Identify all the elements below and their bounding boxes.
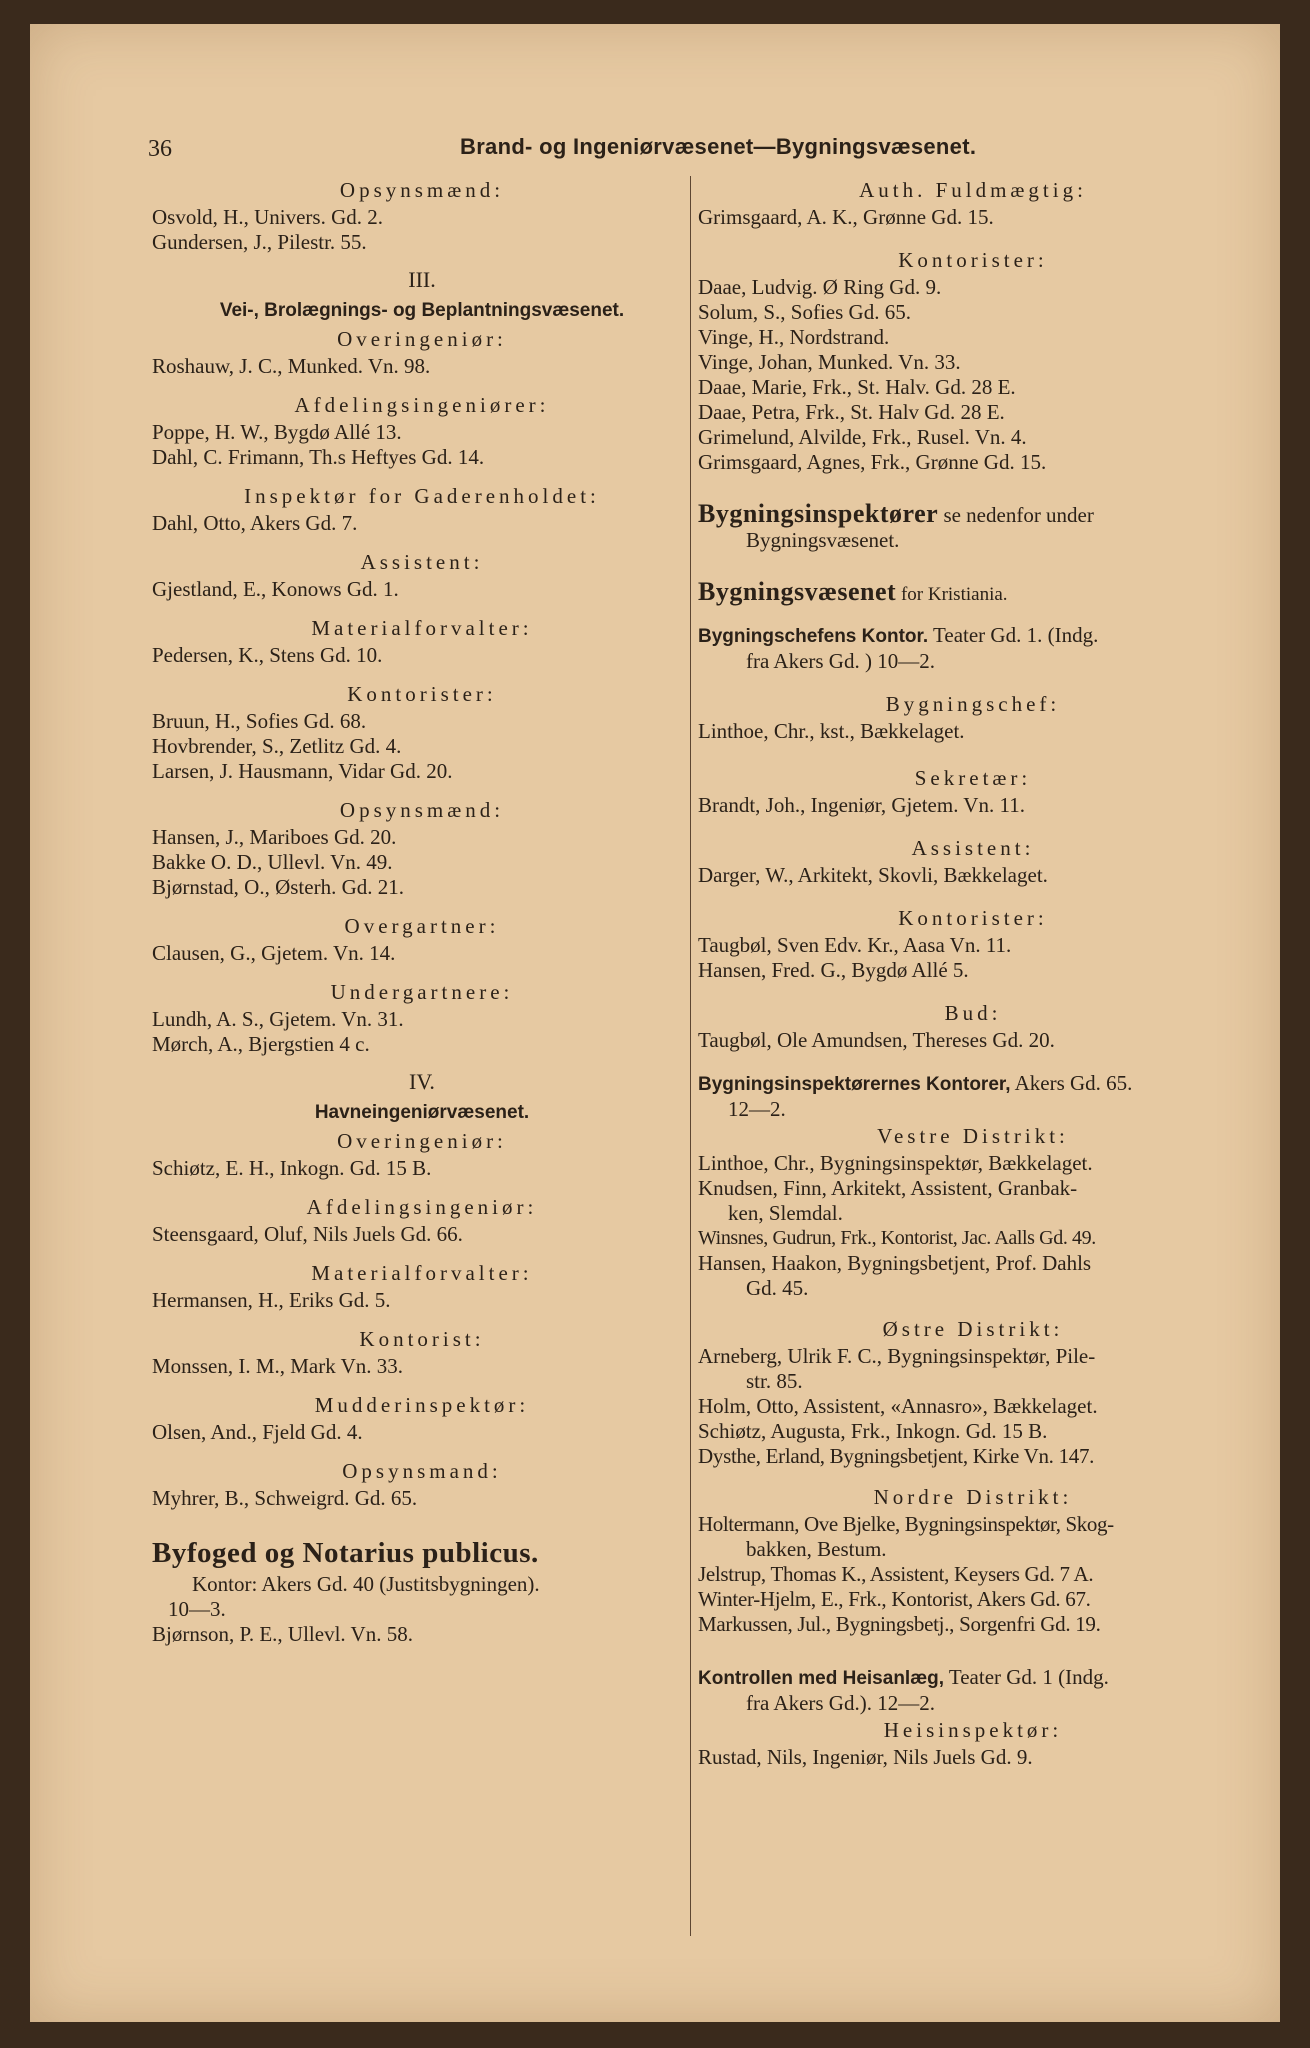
roman-numeral: III. bbox=[408, 267, 436, 292]
list-item: Arneberg, Ulrik F. C., Bygningsinspektør, Pile- bbox=[698, 1344, 1096, 1368]
list-item: Gjestland, E., Konows Gd. 1. bbox=[152, 577, 399, 601]
office-address: Akers Gd. 65. bbox=[1010, 1071, 1133, 1095]
section-heading: Afdelingsingeniører: bbox=[294, 393, 550, 417]
section-heading: Opsynsmænd: bbox=[339, 798, 505, 822]
list-item: Winter-Hjelm, E., Frk., Kontorist, Akers Gd. 67. bbox=[698, 1587, 1091, 1611]
section-heading: Bygningschef: bbox=[885, 692, 1061, 716]
list-item: bakken, Bestum. bbox=[746, 1537, 887, 1561]
section-heading: Vestre Distrikt: bbox=[877, 1124, 1069, 1148]
list-item: Hansen, J., Mariboes Gd. 20. bbox=[152, 825, 397, 849]
list-item: Osvold, H., Univers. Gd. 2. bbox=[152, 205, 383, 229]
list-item: Bjørnstad, O., Østerh. Gd. 21. bbox=[152, 875, 404, 899]
section-heading: Bud: bbox=[944, 1001, 1002, 1025]
page-number: 36 bbox=[148, 136, 172, 162]
section-heading: Overingeniør: bbox=[337, 1129, 507, 1153]
section-heading: Materialforvalter: bbox=[311, 1261, 533, 1285]
list-item: Solum, S., Sofies Gd. 65. bbox=[698, 300, 911, 324]
list-item: Daae, Petra, Frk., St. Halv Gd. 28 E. bbox=[698, 400, 1005, 424]
list-item: Holtermann, Ove Bjelke, Bygningsinspektør, Skog- bbox=[698, 1512, 1114, 1536]
list-item: Jelstrup, Thomas K., Assistent, Keysers Gd. 7 A. bbox=[698, 1562, 1094, 1586]
list-item: Daae, Ludvig. Ø Ring Gd. 9. bbox=[698, 275, 942, 299]
section-heading: Overingeniør: bbox=[337, 327, 507, 351]
list-item: Lundh, A. S., Gjetem. Vn. 31. bbox=[152, 1007, 404, 1031]
office-line bbox=[698, 623, 1248, 649]
list-item: Rustad, Nils, Ingeniør, Nils Juels Gd. 9. bbox=[698, 1745, 1033, 1769]
list-item: Winsnes, Gudrun, Frk., Kontorist, Jac. Aalls Gd. 49. bbox=[698, 1227, 1096, 1249]
office-title: Bygningsinspektørernes Kontorer, bbox=[698, 1074, 1011, 1095]
section-heading: Opsynsmænd: bbox=[339, 178, 505, 202]
office-title: Bygningschefens Kontor. bbox=[698, 626, 929, 647]
section-heading: Undergartnere: bbox=[330, 980, 514, 1004]
list-item: Steensgaard, Oluf, Nils Juels Gd. 66. bbox=[152, 1222, 463, 1246]
right-column bbox=[698, 178, 1248, 1770]
list-item: Darger, W., Arkitekt, Skovli, Bækkelaget. bbox=[698, 863, 1048, 887]
list-item: Taugbøl, Ole Amundsen, Thereses Gd. 20. bbox=[698, 1028, 1055, 1052]
section-heading: Overgartner: bbox=[344, 914, 500, 938]
list-item: Brandt, Joh., Ingeniør, Gjetem. Vn. 11. bbox=[698, 793, 1025, 817]
list-item: Bygningsvæsenet. bbox=[746, 528, 900, 552]
list-item: Taugbøl, Sven Edv. Kr., Aasa Vn. 11. bbox=[698, 933, 1012, 957]
list-item: Holm, Otto, Assistent, «Annasro», Bækkelaget. bbox=[698, 1394, 1098, 1418]
roman-numeral: IV. bbox=[409, 1069, 435, 1094]
list-item: Knudsen, Finn, Arkitekt, Assistent, Granbak- bbox=[698, 1176, 1078, 1200]
office-address: Teater Gd. 1 (Indg. bbox=[943, 1665, 1109, 1689]
list-item: Daae, Marie, Frk., St. Halv. Gd. 28 E. bbox=[698, 375, 1016, 399]
section-heading: Sekretær: bbox=[914, 766, 1032, 790]
section-subtitle: for Kristiania. bbox=[896, 584, 1008, 605]
section-title: Bygningsinspektører bbox=[698, 499, 939, 528]
section-heading: Heisinspektør: bbox=[883, 1718, 1063, 1742]
list-item: Larsen, J. Hausmann, Vidar Gd. 20. bbox=[152, 759, 453, 783]
list-item: Poppe, H. W., Bygdø Allé 13. bbox=[152, 420, 402, 444]
section-heading: Materialforvalter: bbox=[311, 616, 533, 640]
left-column bbox=[152, 178, 692, 1647]
section-heading: Inspektør for Gaderenholdet: bbox=[244, 484, 600, 508]
list-item: Hermansen, H., Eriks Gd. 5. bbox=[152, 1288, 391, 1312]
list-item: Markussen, Jul., Bygningsbetj., Sorgenfri Gd. 19. bbox=[698, 1612, 1101, 1636]
list-item: Gd. 45. bbox=[746, 1276, 809, 1300]
list-item: Vinge, Johan, Munked. Vn. 33. bbox=[698, 350, 961, 374]
section-heading: Mudderinspektør: bbox=[314, 1393, 530, 1417]
list-item: Pedersen, K., Stens Gd. 10. bbox=[152, 643, 383, 667]
section-title-line bbox=[698, 579, 1248, 607]
list-item: Monssen, I. M., Mark Vn. 33. bbox=[152, 1354, 404, 1378]
list-item: Dysthe, Erland, Bygningsbetjent, Kirke Vn. 147. bbox=[698, 1444, 1095, 1468]
section-heading: Assistent: bbox=[360, 550, 484, 574]
section-heading: Afdelingsingeniør: bbox=[306, 1195, 538, 1219]
section-title: Bygningsvæsenet bbox=[698, 577, 897, 606]
list-item: Dahl, Otto, Akers Gd. 7. bbox=[152, 511, 358, 535]
list-item: ken, Slemdal. bbox=[728, 1201, 843, 1225]
list-item: Linthoe, Chr., kst., Bækkelaget. bbox=[698, 719, 965, 743]
list-item: 12—2. bbox=[728, 1097, 786, 1121]
section-heading: Kontorister: bbox=[898, 248, 1048, 272]
list-item: Roshauw, J. C., Munked. Vn. 98. bbox=[152, 354, 431, 378]
list-item: Hovbrender, S., Zetlitz Gd. 4. bbox=[152, 734, 402, 758]
running-head: Brand- og Ingeniørvæsenet—Bygningsvæsenet. bbox=[460, 134, 977, 159]
list-item: Grimsgaard, A. K., Grønne Gd. 15. bbox=[698, 205, 994, 229]
list-item: Kontor: Akers Gd. 40 (Justitsbygningen). bbox=[192, 1572, 540, 1596]
list-item: Olsen, And., Fjeld Gd. 4. bbox=[152, 1420, 363, 1444]
list-item: Myhrer, B., Schweigrd. Gd. 65. bbox=[152, 1486, 418, 1510]
section-heading: Auth. Fuldmægtig: bbox=[859, 178, 1087, 202]
office-title: Kontrollen med Heisanlæg, bbox=[698, 1668, 944, 1689]
list-item: fra Akers Gd.). 12—2. bbox=[746, 1691, 935, 1715]
list-item: 10—3. bbox=[168, 1597, 226, 1621]
section-title: Byfoged og Notarius publicus. bbox=[152, 1537, 539, 1569]
office-line bbox=[698, 1071, 1248, 1097]
section-heading: Østre Distrikt: bbox=[882, 1317, 1064, 1341]
list-item: Grimelund, Alvilde, Frk., Rusel. Vn. 4. bbox=[698, 425, 1027, 449]
list-item: Linthoe, Chr., Bygningsinspektør, Bækkelaget. bbox=[698, 1151, 1093, 1175]
section-title: Vei-, Brolægnings- og Beplantningsvæsenet. bbox=[219, 300, 625, 321]
list-item: Bruun, H., Sofies Gd. 68. bbox=[152, 709, 367, 733]
cross-reference-text: se nedenfor under bbox=[938, 503, 1094, 527]
section-heading: Nordre Distrikt: bbox=[873, 1485, 1073, 1509]
list-item: Clausen, G., Gjetem. Vn. 14. bbox=[152, 941, 396, 965]
list-item: Mørch, A., Bjergstien 4 c. bbox=[152, 1032, 370, 1056]
section-heading: Opsynsmand: bbox=[342, 1459, 502, 1483]
list-item: Schiøtz, E. H., Inkogn. Gd. 15 B. bbox=[152, 1156, 432, 1180]
list-item: Bakke O. D., Ullevl. Vn. 49. bbox=[152, 850, 393, 874]
cross-reference bbox=[698, 501, 1248, 528]
list-item: Hansen, Fred. G., Bygdø Allé 5. bbox=[698, 958, 969, 982]
list-item: Hansen, Haakon, Bygningsbetjent, Prof. Dahls bbox=[698, 1251, 1092, 1275]
list-item: Vinge, H., Nordstrand. bbox=[698, 325, 890, 349]
list-item: Grimsgaard, Agnes, Frk., Grønne Gd. 15. bbox=[698, 450, 1047, 474]
list-item: Bjørnson, P. E., Ullevl. Vn. 58. bbox=[152, 1622, 413, 1646]
section-heading: Kontorist: bbox=[359, 1327, 485, 1351]
list-item: Gundersen, J., Pilestr. 55. bbox=[152, 230, 367, 254]
list-item: Schiøtz, Augusta, Frk., Inkogn. Gd. 15 B. bbox=[698, 1419, 1048, 1443]
office-address: Teater Gd. 1. (Indg. bbox=[928, 623, 1099, 647]
section-heading: Kontorister: bbox=[347, 682, 497, 706]
list-item: Dahl, C. Frimann, Th.s Heftyes Gd. 14. bbox=[152, 445, 485, 469]
section-heading: Kontorister: bbox=[898, 906, 1048, 930]
section-heading: Assistent: bbox=[911, 836, 1035, 860]
list-item: fra Akers Gd. ) 10—2. bbox=[746, 649, 935, 673]
office-line bbox=[698, 1665, 1248, 1691]
list-item: str. 85. bbox=[746, 1369, 803, 1393]
section-title: Havneingeniørvæsenet. bbox=[314, 1102, 530, 1123]
